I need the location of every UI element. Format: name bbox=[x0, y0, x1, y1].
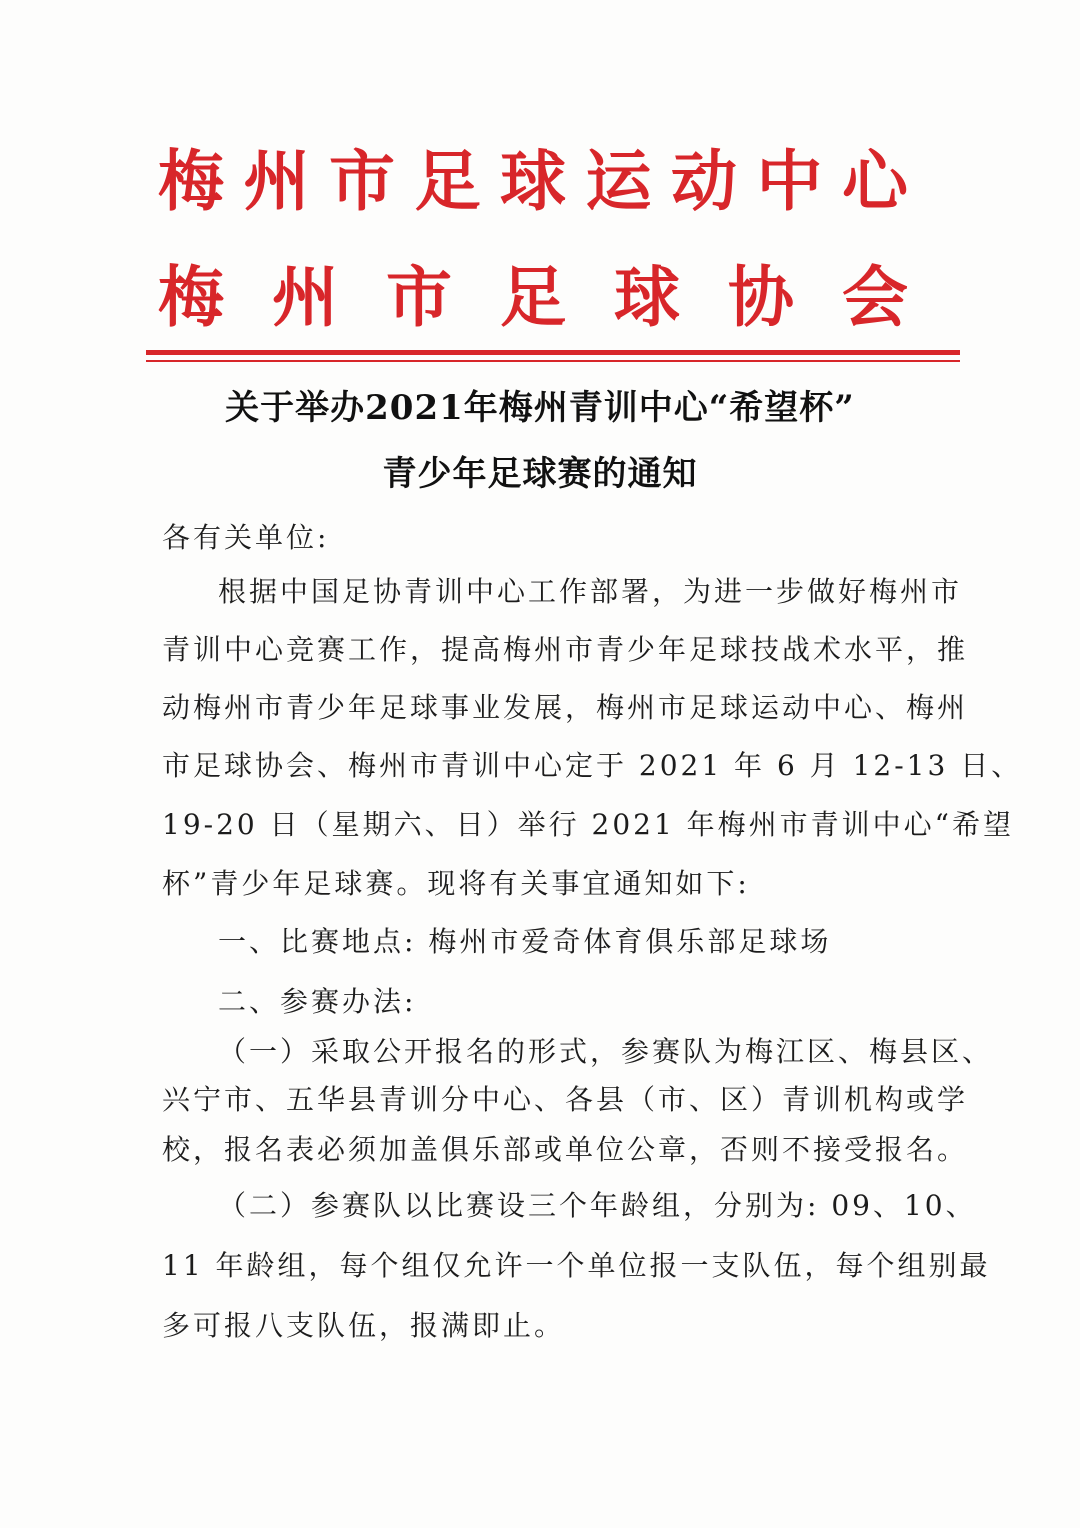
org2-char: 球 bbox=[614, 259, 680, 336]
body-line: 多可报八支队伍，报满即止。 bbox=[162, 1309, 566, 1342]
body-line: 兴宁市、五华县青训分中心、各县（市、区）青训机构或学 bbox=[162, 1083, 969, 1116]
body-line: 校，报名表必须加盖俱乐部或单位公章，否则不接受报名。 bbox=[162, 1133, 969, 1166]
body-line: 根据中国足协青训中心工作部署，为进一步做好梅州市 bbox=[218, 575, 963, 608]
org1-char: 运 bbox=[585, 143, 652, 220]
org1-char: 足 bbox=[414, 143, 481, 220]
notice-title-line2: 青少年足球赛的通知 bbox=[382, 454, 698, 494]
body-line: 杯”青少年足球赛。现将有关事宜通知如下: bbox=[162, 867, 750, 900]
header-divider-thick bbox=[146, 350, 960, 355]
org-name-football-center bbox=[158, 142, 908, 222]
notice-title-line1: 关于举办2021年梅州青训中心“希望杯” bbox=[225, 388, 855, 428]
section-participation: 二、参赛办法: bbox=[218, 985, 417, 1018]
org2-char: 协 bbox=[728, 259, 794, 336]
org1-char: 中 bbox=[756, 143, 823, 220]
org1-char: 球 bbox=[500, 143, 566, 220]
org1-char: 心 bbox=[842, 143, 908, 220]
body-line: （二）参赛队以比赛设三个年龄组，分别为: 09、10、 bbox=[218, 1189, 977, 1222]
org1-char: 市 bbox=[329, 143, 395, 220]
org2-char: 会 bbox=[842, 259, 908, 336]
body-line: 11 年龄组，每个组仅允许一个单位报一支队伍，每个组别最 bbox=[162, 1249, 991, 1282]
org1-char: 梅 bbox=[158, 143, 224, 220]
body-line: （一）采取公开报名的形式，参赛队为梅江区、梅县区、 bbox=[218, 1035, 994, 1068]
body-line: 19-20 日（星期六、日）举行 2021 年梅州市青训中心“希望 bbox=[162, 808, 1014, 841]
body-line: 动梅州市青少年足球事业发展，梅州市足球运动中心、梅州 bbox=[162, 691, 969, 724]
section-venue: 一、比赛地点: 梅州市爱奇体育俱乐部足球场 bbox=[218, 925, 832, 958]
org2-char: 梅 bbox=[158, 259, 224, 336]
body-line: 市足球协会、梅州市青训中心定于 2021 年 6 月 12-13 日、 bbox=[162, 749, 1023, 782]
org2-char: 州 bbox=[272, 259, 338, 336]
org2-char: 足 bbox=[500, 259, 566, 336]
header-divider-thin bbox=[146, 360, 960, 362]
org1-char: 州 bbox=[243, 143, 310, 220]
salutation: 各有关单位: bbox=[162, 521, 330, 554]
org-name-football-association bbox=[158, 258, 908, 338]
body-line: 青训中心竞赛工作，提高梅州市青少年足球技战术水平，推 bbox=[162, 633, 969, 666]
org2-char: 市 bbox=[386, 259, 452, 336]
org1-char: 动 bbox=[671, 143, 737, 220]
